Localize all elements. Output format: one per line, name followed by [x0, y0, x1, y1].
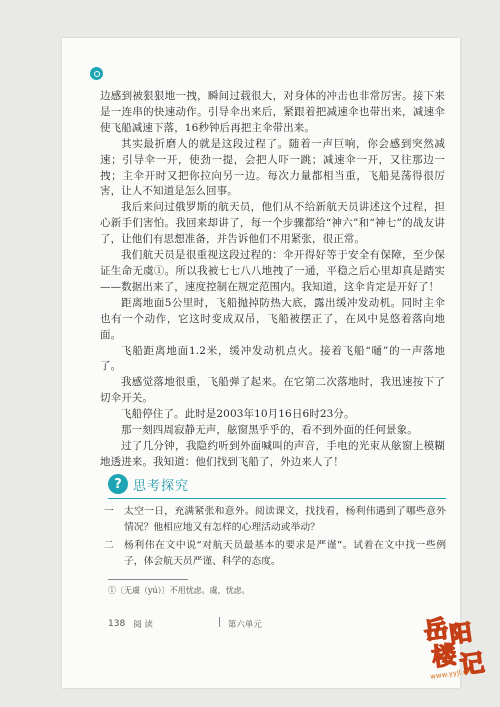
footer-section-label: 阅 读: [133, 619, 153, 630]
paragraph: 飞船停住了。此时是2003年10月16日6时23分。: [121, 408, 355, 421]
footer-unit-label: 第六单元: [227, 619, 262, 630]
paragraph: 我们航天员是很重视这段过程的：伞开得好等于安全有保障，至少保证生命无虞①。所以我被七七八八地拽了一通，平稳之后心里却真是踏实——数据出来了，速度控制在规定范围内。我知道，这伞肯定是开好了！: [100, 249, 445, 293]
paragraph: 距离地面5公里时，飞船抛掉防热大底，露出缓冲发动机。同时主伞也有一个动作，它这时变成双吊，飞船被摆正了，在风中晃悠着落向地面。: [100, 296, 445, 341]
question-item: [100, 504, 446, 535]
chapter-marker-icon: [90, 67, 103, 80]
paragraph: 我感觉落地很重，飞船弹了起来。在它第二次落地时，我迅速按下了切伞开关。: [100, 376, 445, 405]
article-body: [100, 89, 445, 471]
question-list: [100, 504, 446, 572]
paragraph: 我后来问过俄罗斯的航天员，他们从不给新航天员讲述这个过程，担心新手们害怕。我回来却讲了，每一个步骤都给“神六”和“神七”的战友讲了，让他们有思想准备，并告诉他们不用紧张，很正常。: [100, 201, 445, 246]
watermark-char: 阳: [448, 620, 474, 649]
watermark-url: www.yyjl.cn: [429, 667, 472, 681]
footer-separator: [211, 617, 228, 630]
question-item: [100, 538, 446, 569]
question-text: 太空一日，充满紧张和意外。阅读课文，找找看，杨利伟遇到了哪些意外情况？他相应地又有怎样的心理活动或举动？: [124, 506, 446, 533]
site-watermark-logo: [420, 612, 498, 704]
footnote: ①〔无虞（yú）〕不用忧虑。虞，忧虑。: [108, 586, 250, 595]
question-text: 杨利伟在文中说“对航天员最基本的要求是严谨”。试着在文中找一些例子，体会航天员严谨、科学的态度。: [124, 540, 446, 567]
watermark-char: 记: [458, 648, 486, 680]
section-header: [108, 474, 189, 494]
page-number: 138: [108, 618, 126, 629]
paragraph: 边感到被狠狠地一拽，瞬间过载很大，对身体的冲击也非常厉害。接下来是一连串的快速动作。引导伞出来后，紧跟着把减速伞也带出来，减速伞使飞船减速下落，16秒钟后再把主伞带出来。: [100, 90, 445, 134]
question-number: 一: [104, 506, 114, 517]
section-divider: [108, 498, 446, 499]
paragraph: 其实最折磨人的就是这段过程了。随着一声巨响，你会感到突然减速；引导伞一开，使劲一提，会把人吓一跳；减速伞一开，又往那边一拽；主伞开时又把你拉向另一边。每次力量都相当重，飞船晃荡得很厉害，让人不知道是怎么回事。: [100, 137, 445, 198]
question-mark-icon: ?: [108, 474, 128, 494]
watermark-char: 岳: [422, 614, 450, 646]
section-title: 思考探究: [133, 478, 190, 494]
paragraph: 那一刻四周寂静无声，舷窗黑乎乎的，看不到外面的任何景象。: [121, 424, 418, 437]
paragraph: 飞船距离地面1.2米，缓冲发动机点火。接着飞船“嗵”的一声落地了。: [100, 344, 445, 373]
footnote-divider: [108, 579, 188, 580]
watermark-char: 楼: [430, 640, 458, 672]
question-number: 二: [104, 540, 114, 551]
paragraph: 过了几分钟，我隐约听到外面喊叫的声音，手电的光束从舷窗上模糊地透进来。我知道：他们找到飞船了，外边来人了！: [100, 439, 445, 468]
page-footer: [108, 617, 438, 630]
